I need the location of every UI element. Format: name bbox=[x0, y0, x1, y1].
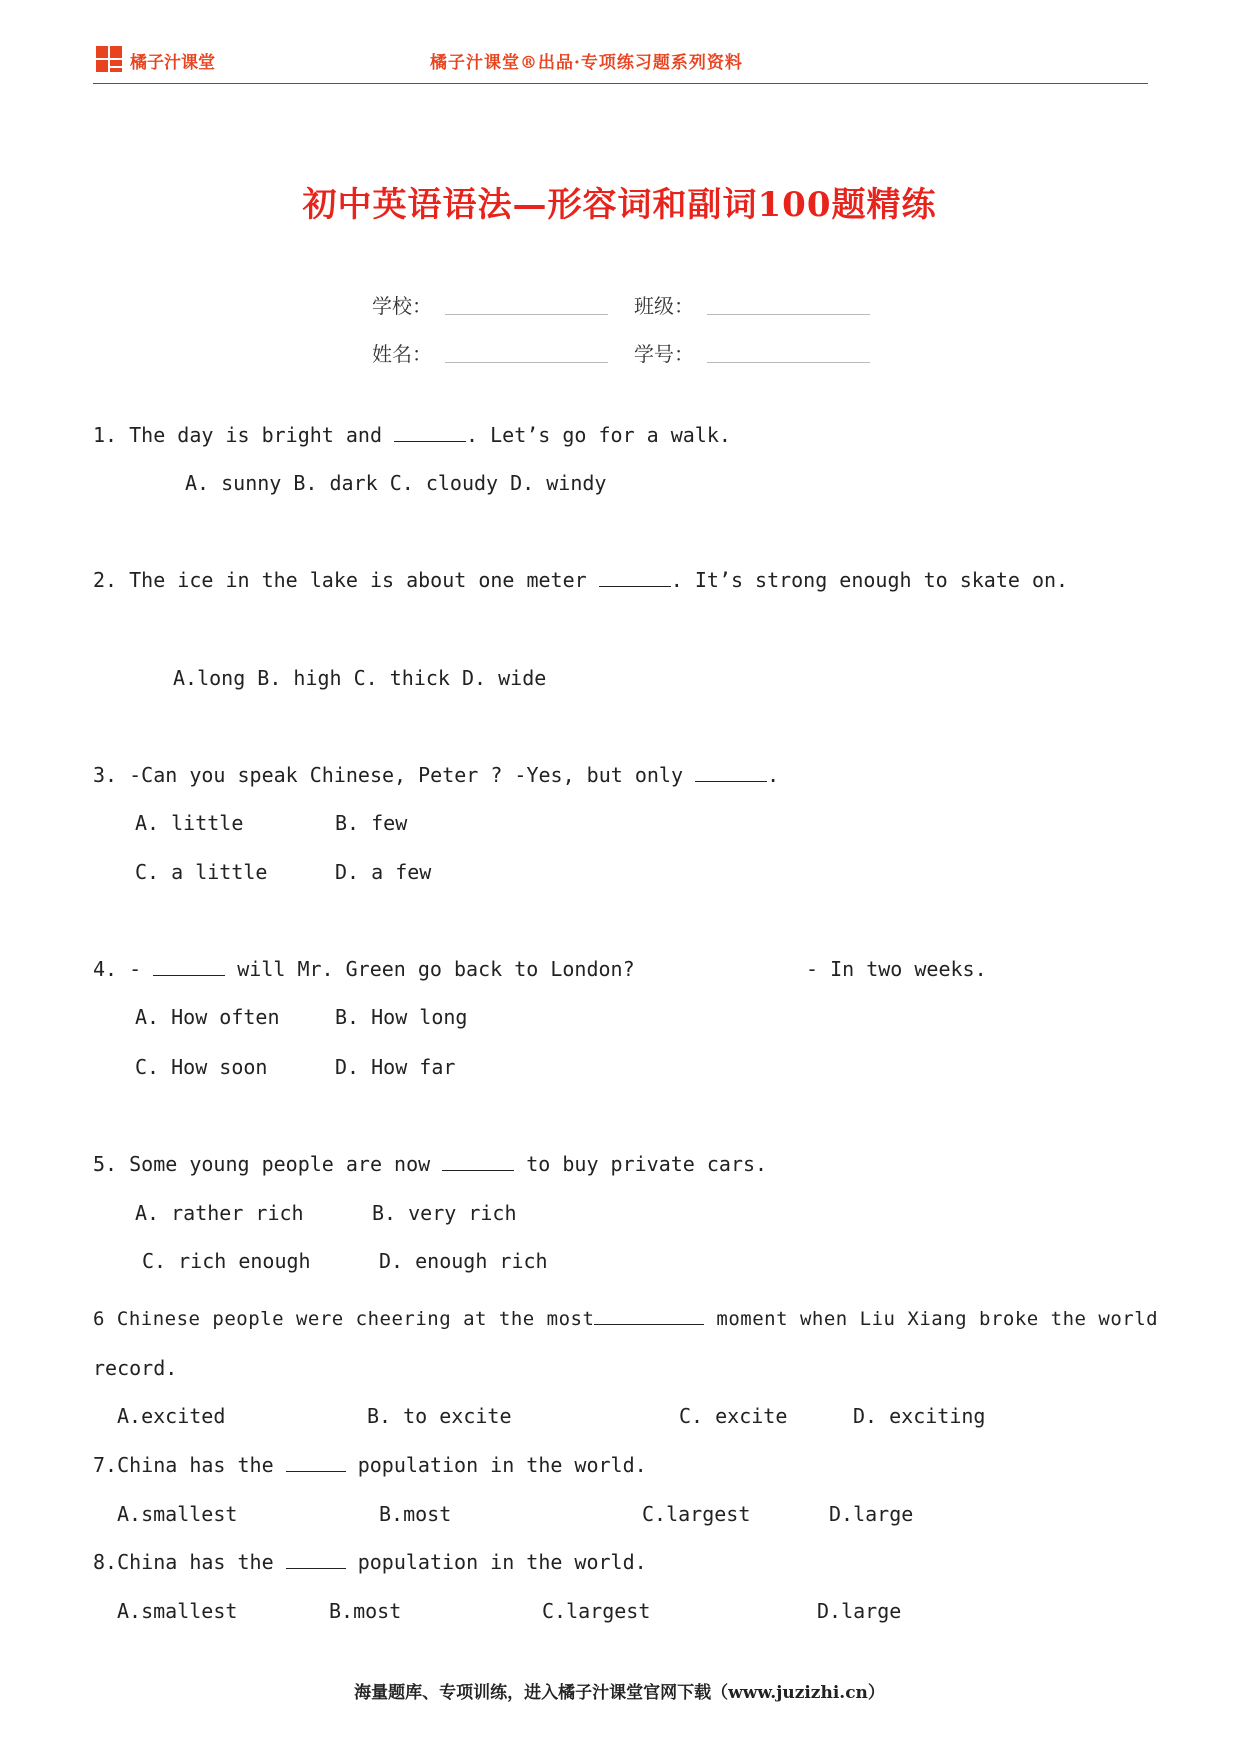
header-divider bbox=[93, 83, 1148, 84]
option-a: A. little bbox=[135, 811, 244, 835]
class-field[interactable] bbox=[707, 314, 870, 315]
page-footer: 海量题库、专项训练，进入橘子汁课堂官网下载（www.juzizhi.cn） bbox=[354, 1683, 885, 1703]
logo-icon bbox=[96, 46, 124, 74]
question-8: 8.China has the population in the world. bbox=[93, 1550, 647, 1574]
name-field[interactable] bbox=[445, 362, 608, 363]
question-7: 7.China has the population in the world. bbox=[93, 1453, 647, 1477]
question-2-options: A.long B. high C. thick D. wide bbox=[173, 666, 547, 690]
option-a: A. How often bbox=[135, 1005, 280, 1029]
option-d: D. exciting bbox=[853, 1404, 986, 1428]
question-4: 4. - will Mr. Green go back to London? bbox=[93, 957, 635, 981]
option-a: A. rather rich bbox=[135, 1201, 304, 1225]
option-a: A.smallest bbox=[117, 1599, 238, 1623]
question-4-reply: - In two weeks. bbox=[806, 957, 987, 981]
name-label: 姓名： bbox=[372, 342, 432, 366]
option-c: C. How soon bbox=[135, 1055, 268, 1079]
option-c: C.largest bbox=[542, 1599, 651, 1623]
option-b: B.most bbox=[379, 1502, 452, 1526]
answer-blank bbox=[286, 1550, 346, 1569]
option-a: A.smallest bbox=[117, 1502, 238, 1526]
option-d: D.large bbox=[817, 1599, 902, 1623]
answer-blank bbox=[153, 957, 225, 976]
option-d: D. enough rich bbox=[379, 1249, 548, 1273]
school-field[interactable] bbox=[445, 314, 608, 315]
option-d: D. a few bbox=[335, 860, 432, 884]
logo-text: 橘子汁课堂 bbox=[130, 52, 215, 73]
option-c: C.largest bbox=[642, 1502, 751, 1526]
answer-blank bbox=[695, 763, 767, 782]
question-5: 5. Some young people are now to buy private cars. bbox=[93, 1152, 768, 1176]
school-label: 学校： bbox=[372, 294, 432, 318]
answer-blank bbox=[442, 1152, 514, 1171]
header-tagline: 橘子汁课堂®出品·专项练习题系列资料 bbox=[430, 53, 743, 73]
answer-blank bbox=[599, 568, 671, 587]
question-6: 6 Chinese people were cheering at the most moment when Liu Xiang broke the world bbox=[93, 1308, 1159, 1330]
class-label: 班级： bbox=[634, 294, 694, 318]
option-a: A.excited bbox=[117, 1404, 226, 1428]
option-b: B. How long bbox=[335, 1005, 468, 1029]
option-b: B. to excite bbox=[367, 1404, 512, 1428]
option-c: C. rich enough bbox=[142, 1249, 311, 1273]
option-d: D.large bbox=[829, 1502, 914, 1526]
question-1: 1. The day is bright and . Let’s go for a walk. bbox=[93, 423, 731, 447]
question-1-options: A. sunny B. dark C. cloudy D. windy bbox=[185, 471, 607, 495]
option-b: B. few bbox=[335, 811, 408, 835]
option-b: B.most bbox=[329, 1599, 402, 1623]
option-c: C. excite bbox=[679, 1404, 788, 1428]
page-title: 初中英语语法—形容词和副词100题精练 bbox=[302, 185, 937, 225]
brand-logo bbox=[96, 46, 215, 74]
option-d: D. How far bbox=[335, 1055, 456, 1079]
question-3: 3. -Can you speak Chinese, Peter ? -Yes, but only . bbox=[93, 763, 780, 787]
question-2: 2. The ice in the lake is about one meter . It’s strong enough to skate on. bbox=[93, 568, 1069, 592]
option-b: B. very rich bbox=[372, 1201, 517, 1225]
number-label: 学号： bbox=[634, 342, 694, 366]
answer-blank bbox=[394, 423, 466, 442]
answer-blank bbox=[594, 1306, 704, 1325]
answer-blank bbox=[286, 1453, 346, 1472]
option-c: C. a little bbox=[135, 860, 268, 884]
number-field[interactable] bbox=[707, 362, 870, 363]
question-6-continued: record. bbox=[93, 1356, 178, 1380]
